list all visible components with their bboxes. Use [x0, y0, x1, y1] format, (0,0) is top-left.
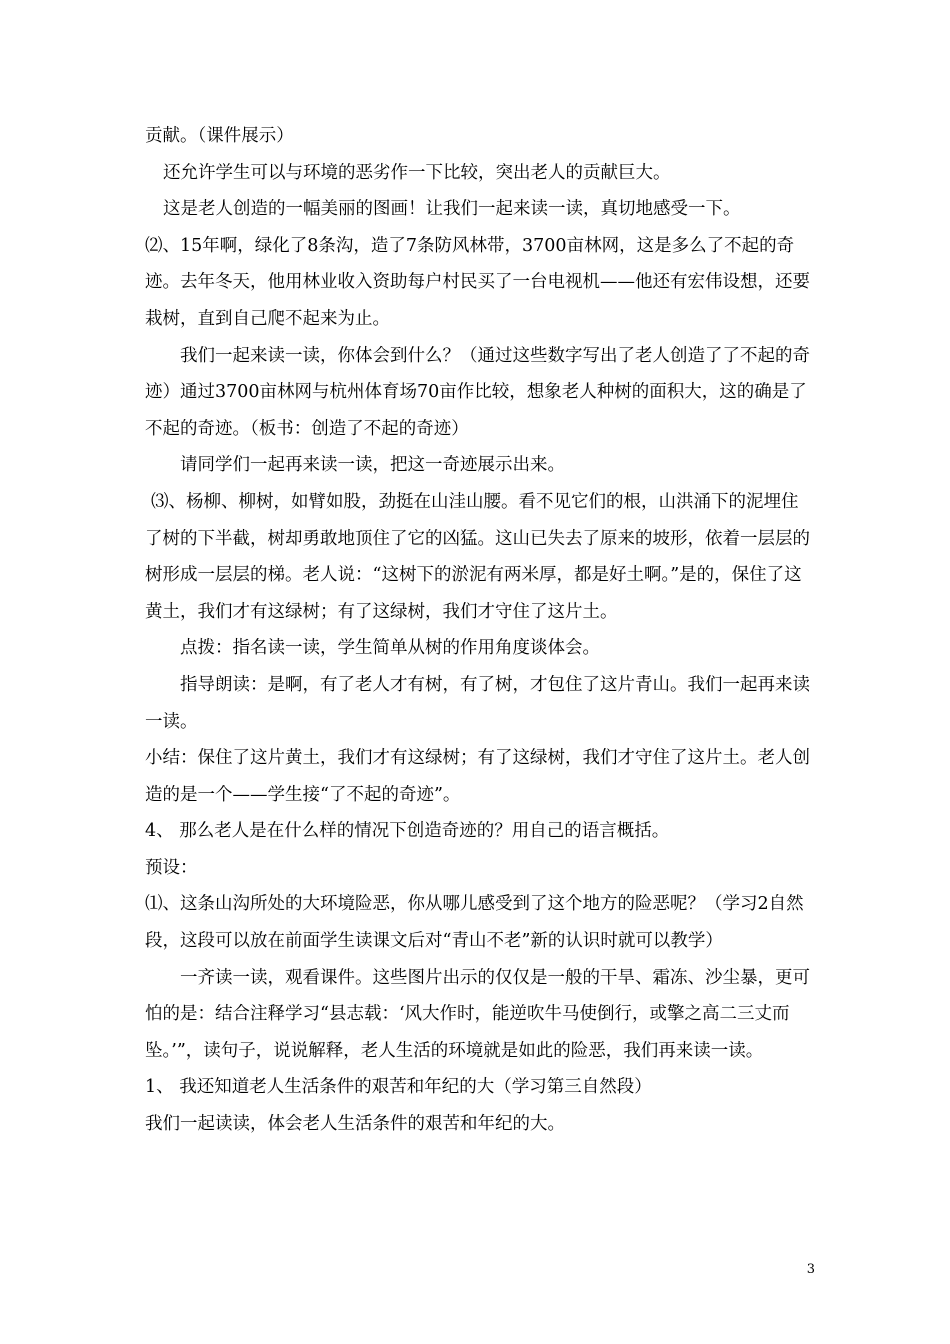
paragraph: ⑴、这条山沟所处的大环境险恶，你从哪儿感受到了这个地方的险恶呢？（学习2自然段，这段可以放在前面学生读课文后对“青山不老”新的认识时就可以教学） — [145, 894, 804, 952]
paragraph: 一齐读一读，观看课件。这些图片出示的仅仅是一般的干旱、霜冻、沙尘暴，更可怕的是：结合注释学习“县志载：‘风大作时，能逆吹牛马使倒行，或擎之高二三丈而坠。’”，读句子，说说解释，老人生活的环境就是如此的险恶，我们再来读一读。 — [145, 967, 810, 1061]
paragraph: 请同学们一起再来读一读，把这一奇迹展示出来。 — [180, 455, 565, 476]
paragraph: 1、 我还知道老人生活条件的艰苦和年纪的大（学习第三自然段） — [145, 1077, 652, 1098]
paragraph: 小结：保住了这片黄土，我们才有这绿树；有了这绿树，我们才守住了这片土。老人创造的是一个——学生接“了不起的奇迹”。 — [145, 748, 810, 805]
paragraph: 点拨：指名读一读，学生简单从树的作用角度谈体会。 — [180, 638, 600, 659]
paragraph: 预设： — [145, 857, 198, 878]
paragraph: 指导朗读：是啊，有了老人才有树，有了树，才包住了这片青山。我们一起再来读一读。 — [145, 674, 810, 732]
paragraph: 4、 那么老人是在什么样的情况下创造奇迹的？用自己的语言概括。 — [145, 821, 670, 842]
page-number: 3 — [806, 1262, 815, 1277]
paragraph: 我们一起读读，体会老人生活条件的艰苦和年纪的大。 — [145, 1114, 565, 1135]
paragraph: ⑵、15年啊，绿化了8条沟，造了7条防风林带，3700亩林网，这是多么了不起的奇迹。去年冬天，他用林业收入资助每户村民买了一台电视机——他还有宏伟设想，还要栽树，直到自己爬不起来为止。 — [145, 235, 810, 329]
paragraph: 贡献。（课件展示） — [145, 126, 294, 146]
paragraph: ⑶、杨柳、柳树，如臂如股，劲挺在山洼山腰。看不见它们的根，山洪涌下的泥埋住了树的下半截，树却勇敢地顶住了它的凶猛。这山已失去了原来的坡形，依着一层层的树形成一层层的梯。老人说：“这树下的淤泥有两米厚，都是好土啊。”是的，保住了这黄土，我们才有这绿树；有了这绿树，我们才守住了这片土。 — [145, 491, 810, 622]
paragraph: 我们一起来读一读，你体会到什么？（通过这些数字写出了老人创造了了不起的奇迹）通过3700亩林网与杭州体育场70亩作比较，想象老人种树的面积大，这的确是了不起的奇迹。（板书：创造了不起的奇迹） — [145, 345, 810, 439]
body-text — [145, 118, 815, 1143]
paragraph: 还允许学生可以与环境的恶劣作一下比较，突出老人的贡献巨大。 — [163, 162, 671, 183]
paragraph: 这是老人创造的一幅美丽的图画！让我们一起来读一读，真切地感受一下。 — [163, 199, 741, 220]
